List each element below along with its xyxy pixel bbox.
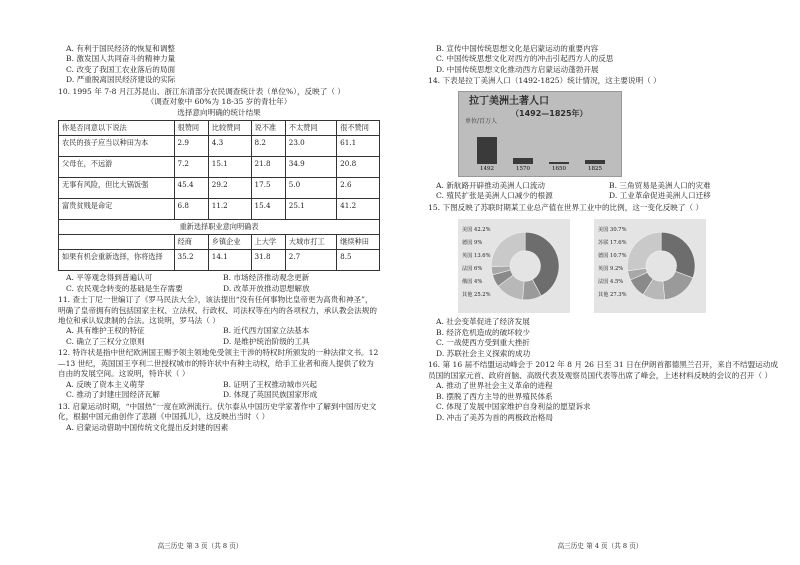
pie-slice-其他 bbox=[491, 232, 525, 266]
option-line: C. 推动了封建庄园经济瓦解 bbox=[66, 390, 160, 400]
pie-label: 其他 27.3% bbox=[598, 292, 627, 299]
pie-label: 英国 9.2% bbox=[598, 266, 624, 273]
table-row bbox=[59, 157, 380, 178]
pie-slice-美国 bbox=[661, 232, 695, 278]
option-line: D. 工业革命促进美洲人口迁移 bbox=[609, 191, 711, 201]
option-line: C. 农民观念转变的基础是生存需要 bbox=[66, 283, 183, 293]
option-line: D. 严重脱离国民经济建设的实际 bbox=[66, 75, 176, 85]
q14-options-row bbox=[428, 191, 782, 201]
option-line: A. 有利于国民经济的恢复和调整 bbox=[66, 44, 176, 53]
bar-1650 bbox=[549, 162, 569, 164]
table-cell: 4.3 bbox=[208, 136, 251, 157]
table-cell: 2.7 bbox=[285, 250, 336, 271]
question-16 bbox=[428, 360, 782, 423]
option-line: A. 启蒙运动借助中国传统文化提出反封建的因素 bbox=[66, 422, 229, 432]
table-cell: 6.8 bbox=[174, 199, 208, 220]
table-cell: 11.2 bbox=[208, 199, 251, 220]
chart-unit: 单位/百万人 bbox=[465, 117, 498, 125]
table-cell: 富贵贫贱是命定 bbox=[59, 199, 175, 220]
table-header-cell: 很不赞同 bbox=[337, 121, 380, 136]
survey-table-1 bbox=[58, 120, 380, 271]
q9-options bbox=[58, 44, 380, 86]
table-cell: 2.9 bbox=[174, 136, 208, 157]
option-line: B. 近代西方国家立法基本 bbox=[223, 326, 310, 336]
pie-label: 德国 9% bbox=[462, 240, 483, 247]
pie-label: 法国 6% bbox=[462, 266, 483, 273]
q14-stem: 14. 下表是拉丁美洲人口（1492-1825）统计情况，这主要说明（ ） bbox=[428, 76, 661, 86]
table-header-cell: 比较赞同 bbox=[208, 121, 251, 136]
q11-options-row bbox=[58, 326, 380, 336]
bar-tick-label: 1492 bbox=[480, 166, 494, 173]
q10-subtitle: （调查对象中 60%为 18-35 岁的青壮年） bbox=[146, 97, 292, 107]
table-header-cell: 说不准 bbox=[251, 121, 285, 136]
table-header-row bbox=[59, 235, 380, 250]
table-header-cell: 乡镇企业 bbox=[208, 235, 251, 250]
q15-stem: 15. 下图反映了苏联时期某工业总产值在世界工业中的比例，这一变化反映了（ ） bbox=[428, 202, 704, 212]
table-cell: 20.8 bbox=[337, 157, 380, 178]
table-header-cell: 不太赞同 bbox=[285, 121, 336, 136]
option-line: A. 具有维护王权的特征 bbox=[66, 326, 145, 336]
table-cell: 34.9 bbox=[285, 157, 336, 178]
table2-caption: 重新选择职业意向明确表 bbox=[59, 220, 380, 235]
option-line: A. 新航路开辟推动美洲人口流动 bbox=[436, 180, 546, 190]
option-line: A. 社会变革促进了经济发展 bbox=[436, 317, 530, 327]
pie-label: 法国 4.5% bbox=[598, 279, 624, 286]
table-header-cell: 上大学 bbox=[251, 235, 285, 250]
option-line: B. 宣传中国传统思想文化是启蒙运动的重要内容 bbox=[436, 44, 599, 53]
table-cell: 35.2 bbox=[174, 250, 208, 271]
table-row bbox=[59, 136, 380, 157]
bar-plot-area bbox=[469, 126, 613, 173]
option-line: D. 是维护统治阶级的工具 bbox=[223, 336, 310, 346]
option-line: A. 推动了世界社会主义革命的进程 bbox=[436, 381, 553, 391]
pie-label: 苏联 17.6% bbox=[598, 240, 627, 247]
bar-1825 bbox=[585, 160, 605, 164]
q14-options-row bbox=[428, 181, 782, 191]
table-header-cell bbox=[59, 235, 175, 250]
pie-label: 美国 30.7% bbox=[598, 227, 627, 234]
q13-stem: 13. 启蒙运动时期，“中国热”一度在欧洲流行。伏尔泰从中国历史学家著作中了解到中国历史文化，根据中国元曲创作了悲剧《中国孤儿》，这反映出当时（ ） bbox=[58, 401, 377, 422]
table1-caption: 选择意向明确的统计结果 bbox=[177, 107, 261, 117]
bar-tick-label: 1650 bbox=[552, 166, 566, 173]
table-cell: 5.0 bbox=[285, 178, 336, 199]
option-line: C. 中国传统思想文化对西方的冲击引起西方人的反思 bbox=[436, 54, 614, 64]
table-header-cell: 继续种田 bbox=[337, 235, 380, 250]
pie-label: 德国 10.7% bbox=[598, 253, 627, 260]
table-cell: 25.1 bbox=[285, 199, 336, 220]
table-header-row bbox=[59, 121, 380, 136]
pie-label: 俄国 4% bbox=[462, 279, 483, 286]
table-cell: 15.4 bbox=[251, 199, 285, 220]
table-cell: 2.6 bbox=[337, 178, 380, 199]
question-13 bbox=[58, 402, 380, 433]
table-cell: 8.2 bbox=[251, 136, 285, 157]
pie-label: 美国 42.2% bbox=[462, 227, 491, 234]
option-line: B. 证明了王权推动城市兴起 bbox=[223, 379, 317, 389]
q12-options-row bbox=[58, 380, 380, 390]
population-bar-chart bbox=[458, 91, 622, 177]
table-cell: 17.5 bbox=[251, 178, 285, 199]
table-header-cell: 大城市打工 bbox=[285, 235, 336, 250]
q11-stem: 11. 查士丁尼一世编订了《罗马民法大全》，该法提出“没有任何事物比皇帝更为高贵和神圣”，明确了皇帝拥有的包括国家主权、立法权、行政权、司法权等在内的各项权力，承认教会法规的地位和承认奴隶制的合法。这说明，罗马法（ ） bbox=[58, 295, 377, 325]
right-page bbox=[400, 0, 800, 565]
table-cell: 41.2 bbox=[337, 199, 380, 220]
table-cell: 父母在，不远游 bbox=[59, 157, 175, 178]
table-cell: 61.1 bbox=[337, 136, 380, 157]
pie-label: 其他 25.2% bbox=[462, 292, 491, 299]
chart-title: 拉丁美洲土著人口 bbox=[469, 95, 549, 107]
q12-options-row bbox=[58, 390, 380, 400]
table-row bbox=[59, 178, 380, 199]
pie-charts bbox=[458, 219, 782, 313]
page-footer: 高三历史 第 3 页（共 8 页） bbox=[157, 541, 243, 550]
table-cell: 农民的孩子应当以种田为本 bbox=[59, 136, 175, 157]
option-line: B. 摆脱了西方主导的世界殖民体系 bbox=[436, 391, 553, 401]
table-cell: 7.2 bbox=[174, 157, 208, 178]
option-line: D. 改革开放推动思想解放 bbox=[223, 283, 310, 293]
q12-stem: 12. 特许状是指中世纪欧洲国王赐予领主领地免受领主干涉的特权时所颁发的一种法律文书。12—13 世纪，英国国王亨利二世授权城市的特许状中有种主动权，给手工业者和商人提供了较为自由的发展空间。这说明，特许状（ ） bbox=[58, 348, 379, 379]
q10-stem: 10. 1995 年 7-8 月江苏昆山、浙江东清部分农民调查统计表（单位%），反映了（ ） bbox=[58, 86, 345, 96]
option-line: B. 经济危机造成的破坏较少 bbox=[436, 327, 530, 337]
option-line: C. 一战使西方受到重大挫折 bbox=[436, 338, 530, 348]
table2-caption-row bbox=[59, 220, 380, 235]
table-cell: 45.4 bbox=[174, 178, 208, 199]
pie-chart-2 bbox=[594, 219, 706, 313]
pie-chart-1 bbox=[458, 219, 570, 313]
q11-options-row bbox=[58, 337, 380, 347]
question-14 bbox=[428, 76, 782, 201]
option-line: A. 平等观念得到普遍认可 bbox=[66, 273, 153, 283]
table-header-cell: 经商 bbox=[174, 235, 208, 250]
option-line: D. 体现了英国民族国家形成 bbox=[223, 390, 318, 400]
option-line: D. 苏联社会主义探索的成功 bbox=[436, 348, 531, 358]
table-cell: 29.2 bbox=[208, 178, 251, 199]
q10-options-row bbox=[58, 273, 380, 283]
table-cell: 15.1 bbox=[208, 157, 251, 178]
table-header-cell: 你是否同意以下说法 bbox=[59, 121, 175, 136]
table-header-cell: 很赞同 bbox=[174, 121, 208, 136]
question-11 bbox=[58, 295, 380, 347]
table-cell: 21.8 bbox=[251, 157, 285, 178]
option-line: C. 殖民扩张是美洲人口减少的根源 bbox=[436, 191, 553, 201]
option-line: B. 三角贸易是美洲人口的灾难 bbox=[609, 180, 711, 190]
chart-subtitle: （1492—1825年） bbox=[511, 108, 588, 118]
option-line: B. 市场经济推动观念更新 bbox=[223, 273, 310, 283]
bar-tick-label: 1825 bbox=[588, 166, 602, 173]
table-cell: 23.0 bbox=[285, 136, 336, 157]
table-cell: 14.1 bbox=[208, 250, 251, 271]
bar-1492 bbox=[477, 137, 497, 164]
option-line: C. 改变了我国工农业落后的局面 bbox=[66, 64, 176, 74]
pie-slice-其他 bbox=[627, 232, 661, 271]
page-footer: 高三历史 第 4 页（共 8 页） bbox=[557, 541, 643, 550]
table-cell: 31.8 bbox=[251, 250, 285, 271]
q13-continued-options bbox=[428, 44, 782, 75]
option-line: D. 中国传统思想文化推动西方启蒙运动蓬勃开展 bbox=[436, 64, 599, 74]
table-row bbox=[59, 199, 380, 220]
option-line: C. 体现了发展中国家维护自身利益的愿望诉求 bbox=[436, 402, 591, 412]
q16-stem: 16. 第 16 届不结盟运动峰会于 2012 年 8 月 26 日至 31 日在伊朗首都德黑兰召开，来自不结盟运动成员国的国家元首、政府首脑、高级代表及观察员国代表等出席了峰会，上述材料反映的会议的召开（ ） bbox=[428, 360, 778, 380]
bar-tick-label: 1570 bbox=[516, 166, 530, 173]
q10-options-row bbox=[58, 284, 380, 294]
pie-label: 英国 13.6% bbox=[462, 253, 491, 260]
question-12 bbox=[58, 348, 380, 400]
table-cell: 无事有风险，但比大锅饭强 bbox=[59, 178, 175, 199]
table-cell: 如果有机会重新选择，你将选择 bbox=[59, 250, 175, 271]
option-line: A. 反映了资本主义萌芽 bbox=[66, 379, 145, 389]
option-line: D. 冲击了美苏为首的两极政治格局 bbox=[436, 412, 553, 422]
table-cell: 8.5 bbox=[337, 250, 380, 271]
option-line: B. 激发国人共同奋斗的精神力量 bbox=[66, 54, 176, 64]
table-row bbox=[59, 250, 380, 271]
bar-1570 bbox=[513, 158, 533, 163]
question-15 bbox=[428, 203, 782, 359]
option-line: C. 确立了三权分立原则 bbox=[66, 336, 145, 346]
question-10 bbox=[58, 87, 380, 294]
